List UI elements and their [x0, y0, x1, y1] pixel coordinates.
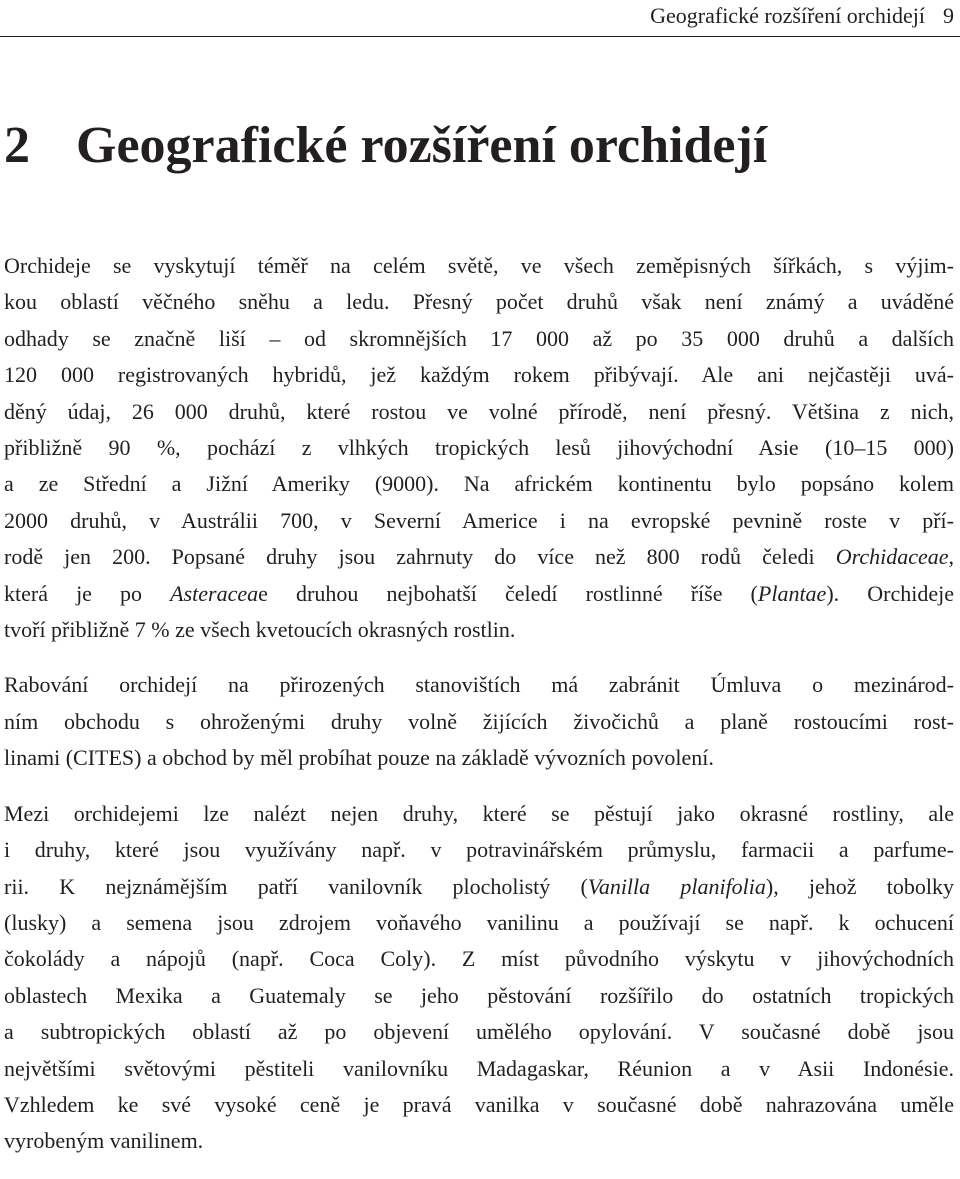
text-line [4, 1014, 954, 1050]
text-line [4, 978, 954, 1014]
running-header [0, 0, 960, 37]
text-line [4, 740, 954, 776]
text-run: i druhy, které jsou využívány např. v potravinářském průmyslu, farmacii a parfume- [4, 837, 954, 863]
paragraph-2 [4, 667, 954, 776]
text-run: tvoří přibližně 7 % ze všech kvetoucích okrasných rostlin. [4, 617, 516, 643]
text-line [4, 704, 954, 740]
text-run: a ze Střední a Jižní Ameriky (9000). Na africkém kontinentu bylo popsáno kolem [4, 471, 954, 497]
text-run: která je po [4, 580, 171, 606]
text-line [4, 869, 954, 905]
text-line [4, 248, 954, 284]
text-line [4, 394, 954, 430]
text-line [4, 503, 954, 539]
text-run: kou oblastí věčného sněhu a ledu. Přesný počet druhů však není známý a uváděné [4, 289, 954, 315]
italic-term: Orchidaceae [835, 544, 949, 570]
text-line [4, 667, 954, 703]
text-run: ním obchodu s ohroženými druhy volně žijících živočichů a planě rostoucími rost- [4, 708, 954, 734]
text-run: vyrobeným vanilinem. [4, 1128, 204, 1154]
chapter-heading [4, 106, 960, 186]
text-run: , [948, 544, 954, 570]
text-run: rii. K nejznámějším patří vanilovník plocholistý ( [4, 873, 588, 899]
text-run: ), jehož tobolky [765, 873, 954, 899]
text-run: linami (CITES) a obchod by měl probíhat pouze na základě vývozních povolení. [4, 745, 714, 771]
text-line [4, 1123, 954, 1159]
chapter-title: Geografické rozšíření orchidejí [76, 117, 768, 174]
text-line [4, 284, 954, 320]
text-run: 2000 druhů, v Austrálii 700, v Severní Americe i na evropské pevnině roste v pří- [4, 507, 954, 533]
text-run: Orchideje se vyskytují téměř na celém světě, ve všech zeměpisných šířkách, s výjim- [4, 253, 954, 278]
text-run: odhady se značně liší – od skromnějších 17 000 až po 35 000 druhů a dalších [4, 325, 954, 351]
text-run: e druhou nejbohatší čeledí rostlinné říše ( [258, 580, 758, 606]
text-run: 120 000 registrovaných hybridů, jež každým rokem přibývají. Ale ani nejčastěji uvá- [4, 362, 954, 388]
running-header-title: Geografické rozšíření orchidejí [650, 3, 925, 28]
text-line [4, 539, 954, 575]
italic-term: Plantae [757, 580, 827, 606]
paragraph-1 [4, 248, 954, 648]
text-line [4, 905, 954, 941]
text-line [4, 796, 954, 832]
text-line [4, 941, 954, 977]
text-line [4, 1051, 954, 1087]
running-header-text [650, 2, 954, 30]
italic-term: Vanilla planifolia [587, 873, 766, 899]
text-line [4, 430, 954, 466]
text-run: a subtropických oblastí až po objevení umělého opylování. V současné době jsou [4, 1019, 954, 1045]
text-run: Rabování orchidejí na přirozených stanovištích má zabránit Úmluva o mezinárod- [4, 672, 954, 698]
text-run: Mezi orchidejemi lze nalézt nejen druhy, které se pěstují jako okrasné rostliny, ale [4, 800, 954, 826]
page-number: 9 [943, 3, 954, 28]
text-line [4, 1087, 954, 1123]
text-run: největšími světovými pěstiteli vanilovníku Madagaskar, Réunion a v Asii Indonésie. [4, 1055, 954, 1081]
paragraph-3 [4, 796, 954, 1160]
text-line [4, 321, 954, 357]
text-run: přibližně 90 %, pochází z vlhkých tropických lesů jihovýchodní Asie (10–15 000) [4, 435, 954, 461]
text-run: rodě jen 200. Popsané druhy jsou zahrnuty do více než 800 rodů čeledi [4, 544, 836, 570]
text-run: Vzhledem ke své vysoké ceně je pravá vanilka v současné době nahrazována uměle [4, 1091, 954, 1117]
chapter-number: 2 [4, 117, 30, 174]
body-text [4, 248, 954, 1179]
text-line [4, 357, 954, 393]
text-run: čokolády a nápojů (např. Coca Coly). Z míst původního výskytu v jihovýchodních [4, 946, 954, 972]
text-line [4, 466, 954, 502]
text-line [4, 576, 954, 612]
text-line [4, 612, 954, 648]
text-line [4, 832, 954, 868]
text-run: oblastech Mexika a Guatemaly se jeho pěstování rozšířilo do ostatních tropických [4, 982, 954, 1008]
text-run: děný údaj, 26 000 druhů, které rostou ve volné přírodě, není přesný. Většina z nich, [4, 398, 954, 424]
text-run: ). Orchideje [826, 580, 954, 606]
text-run: (lusky) a semena jsou zdrojem voňavého vanilinu a používají se např. k ochucení [4, 909, 954, 935]
italic-term: Asteracea [170, 580, 259, 606]
